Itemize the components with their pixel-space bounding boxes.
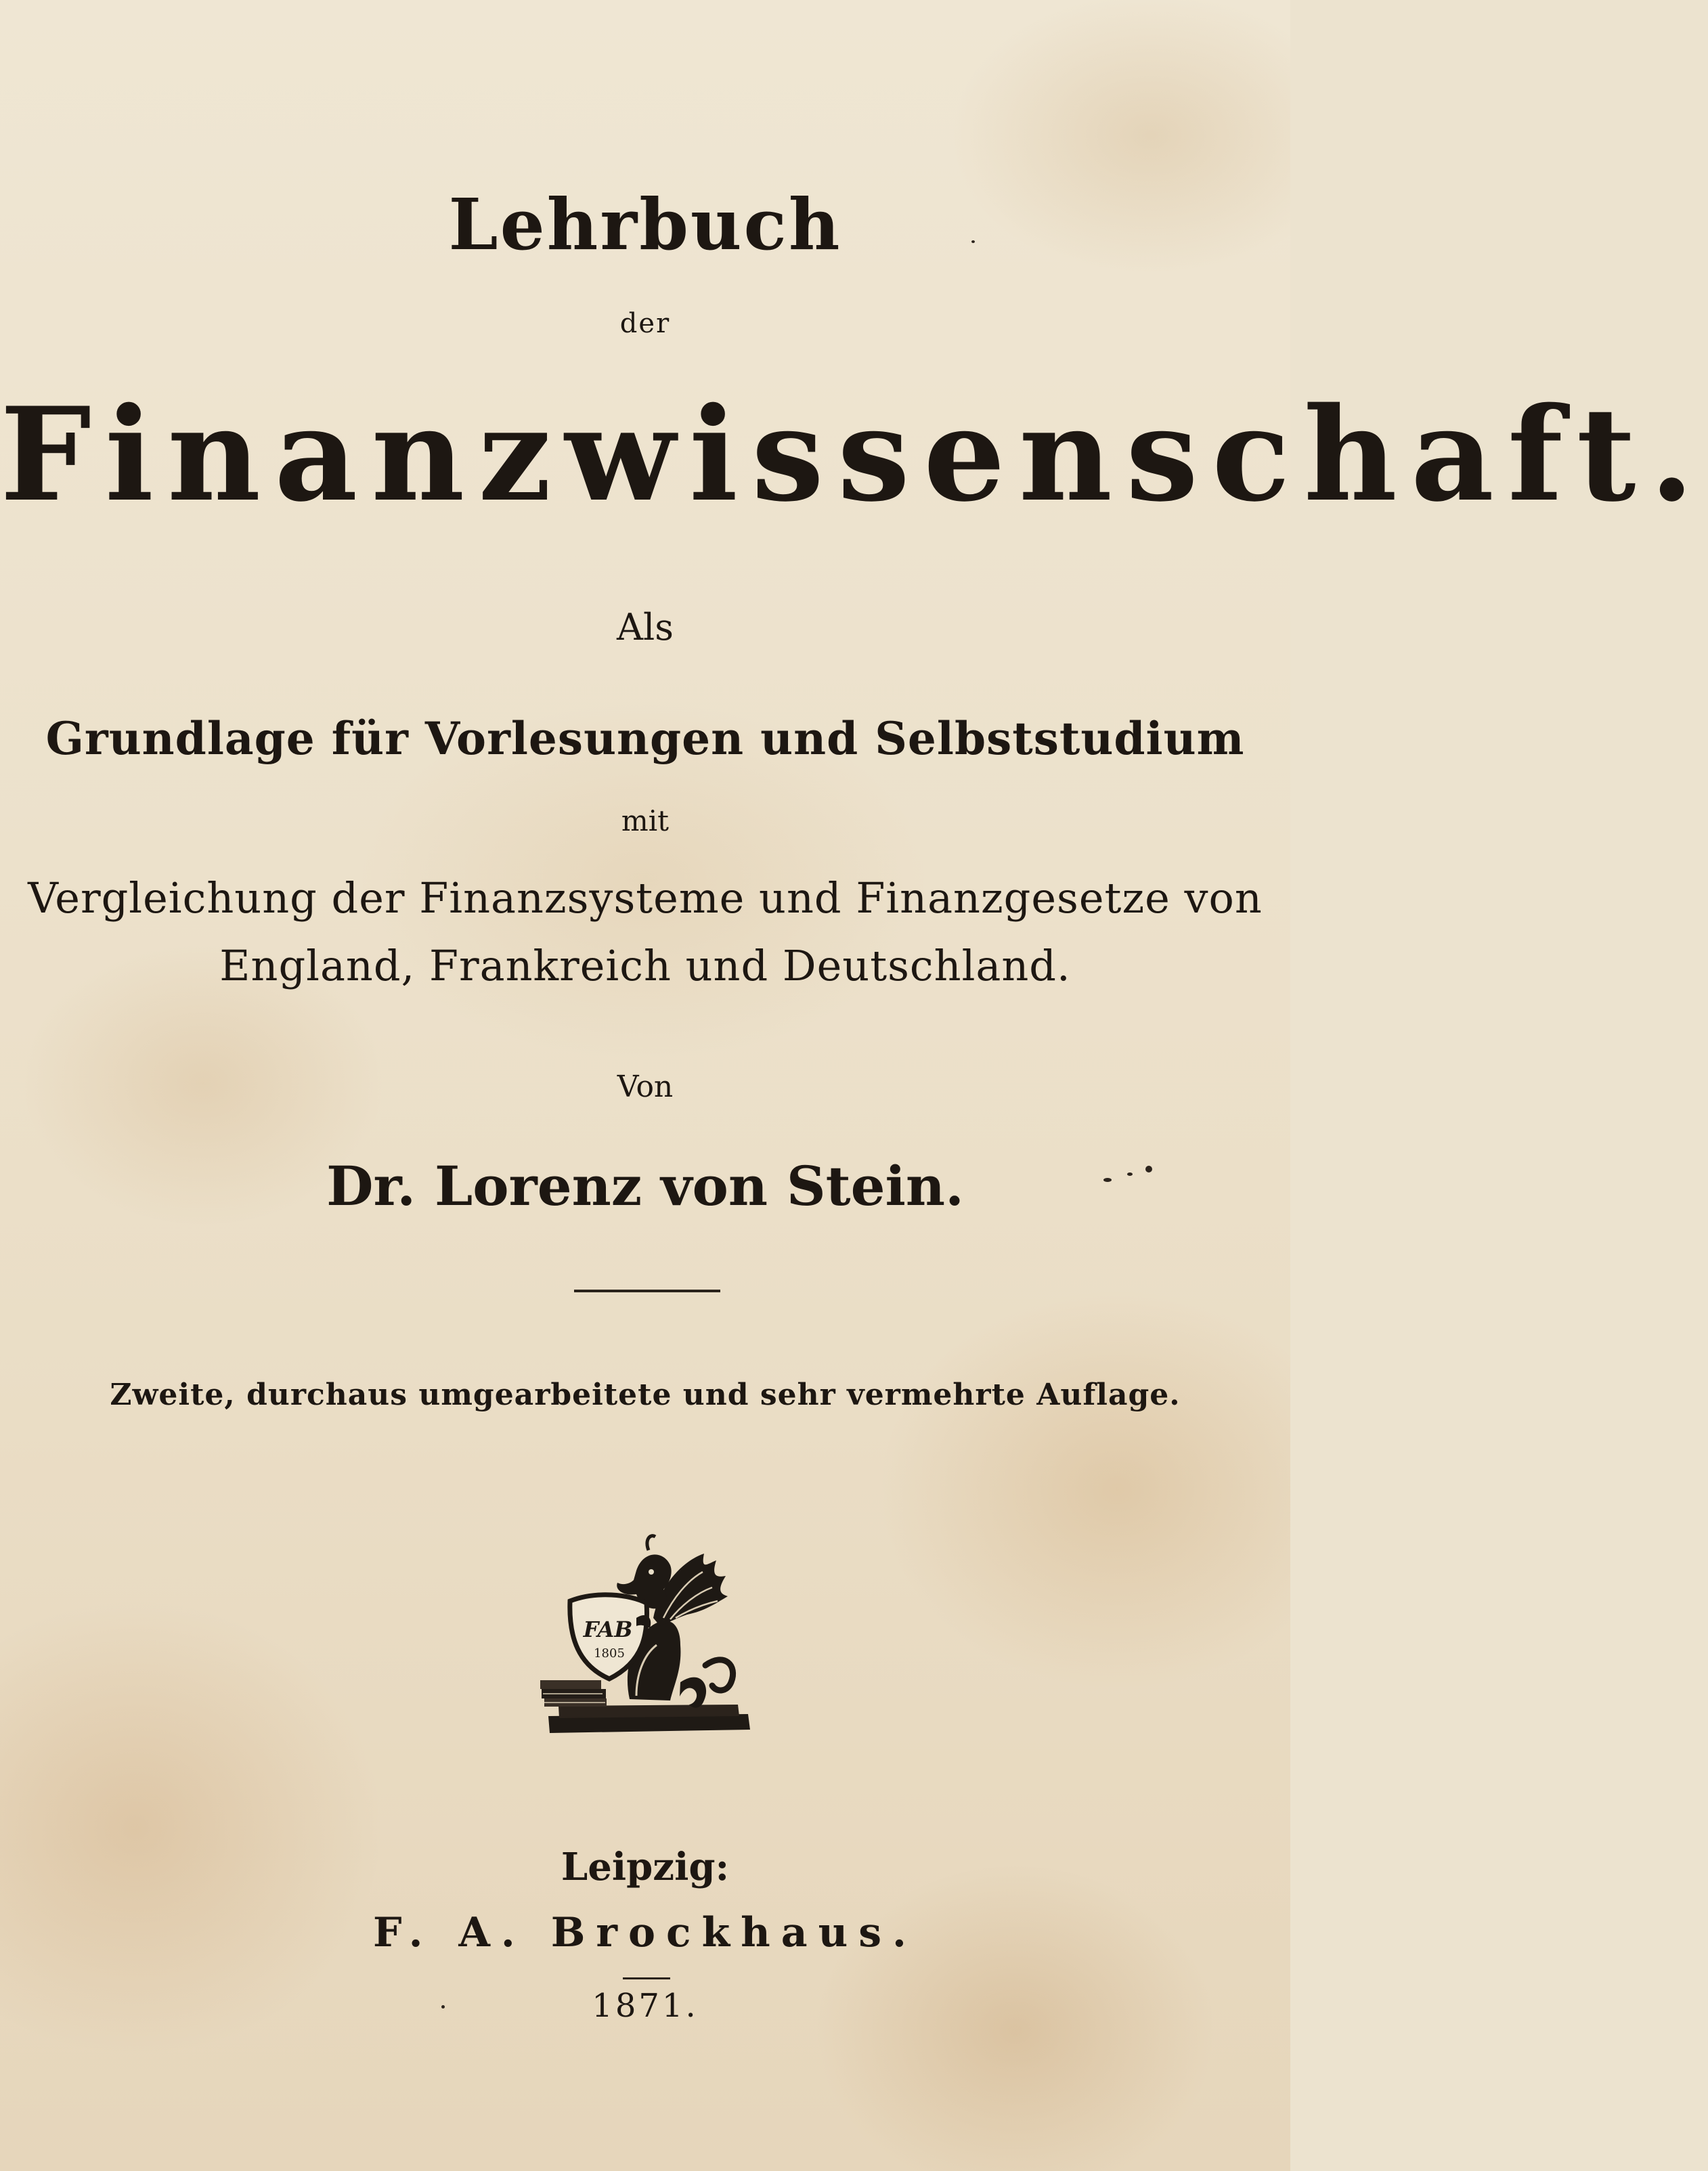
connector-mit: mit — [621, 804, 670, 837]
ink-speck — [971, 240, 975, 243]
shield-monogram: FAB — [583, 1617, 633, 1642]
subtitle: Grundlage für Vorlesungen und Selbststudium — [45, 712, 1245, 765]
comparison-line-1: Vergleichung der Finanzsysteme und Finanzgesetze von — [28, 873, 1263, 923]
imprint-year: 1871. — [592, 1987, 699, 2025]
author-name: Dr. Lorenz von Stein. — [326, 1154, 964, 1218]
by-label: Von — [617, 1070, 674, 1104]
divider-rule — [574, 1290, 720, 1292]
main-title: Finanzwissenschaft. — [0, 379, 1708, 530]
connector-der: der — [619, 308, 671, 339]
ink-speck — [441, 2005, 445, 2009]
comparison-line-2: England, Frankreich und Deutschland. — [219, 941, 1071, 990]
title-line-1: Lehrbuch — [448, 183, 842, 266]
connector-als: Als — [617, 606, 674, 649]
publisher-griffin-vignette — [535, 1523, 765, 1747]
ink-speck — [1145, 1166, 1152, 1172]
imprint-publisher: F. A. Brockhaus. — [373, 1909, 917, 1956]
imprint-place: Leipzig: — [561, 1845, 730, 1889]
edition-statement: Zweite, durchaus umgearbeitete und sehr vermehrte Auflage. — [110, 1378, 1181, 1412]
ink-speck — [1127, 1172, 1133, 1176]
shield-year: 1805 — [594, 1646, 625, 1661]
ink-speck — [1103, 1178, 1112, 1182]
imprint-rule — [623, 1977, 670, 1979]
